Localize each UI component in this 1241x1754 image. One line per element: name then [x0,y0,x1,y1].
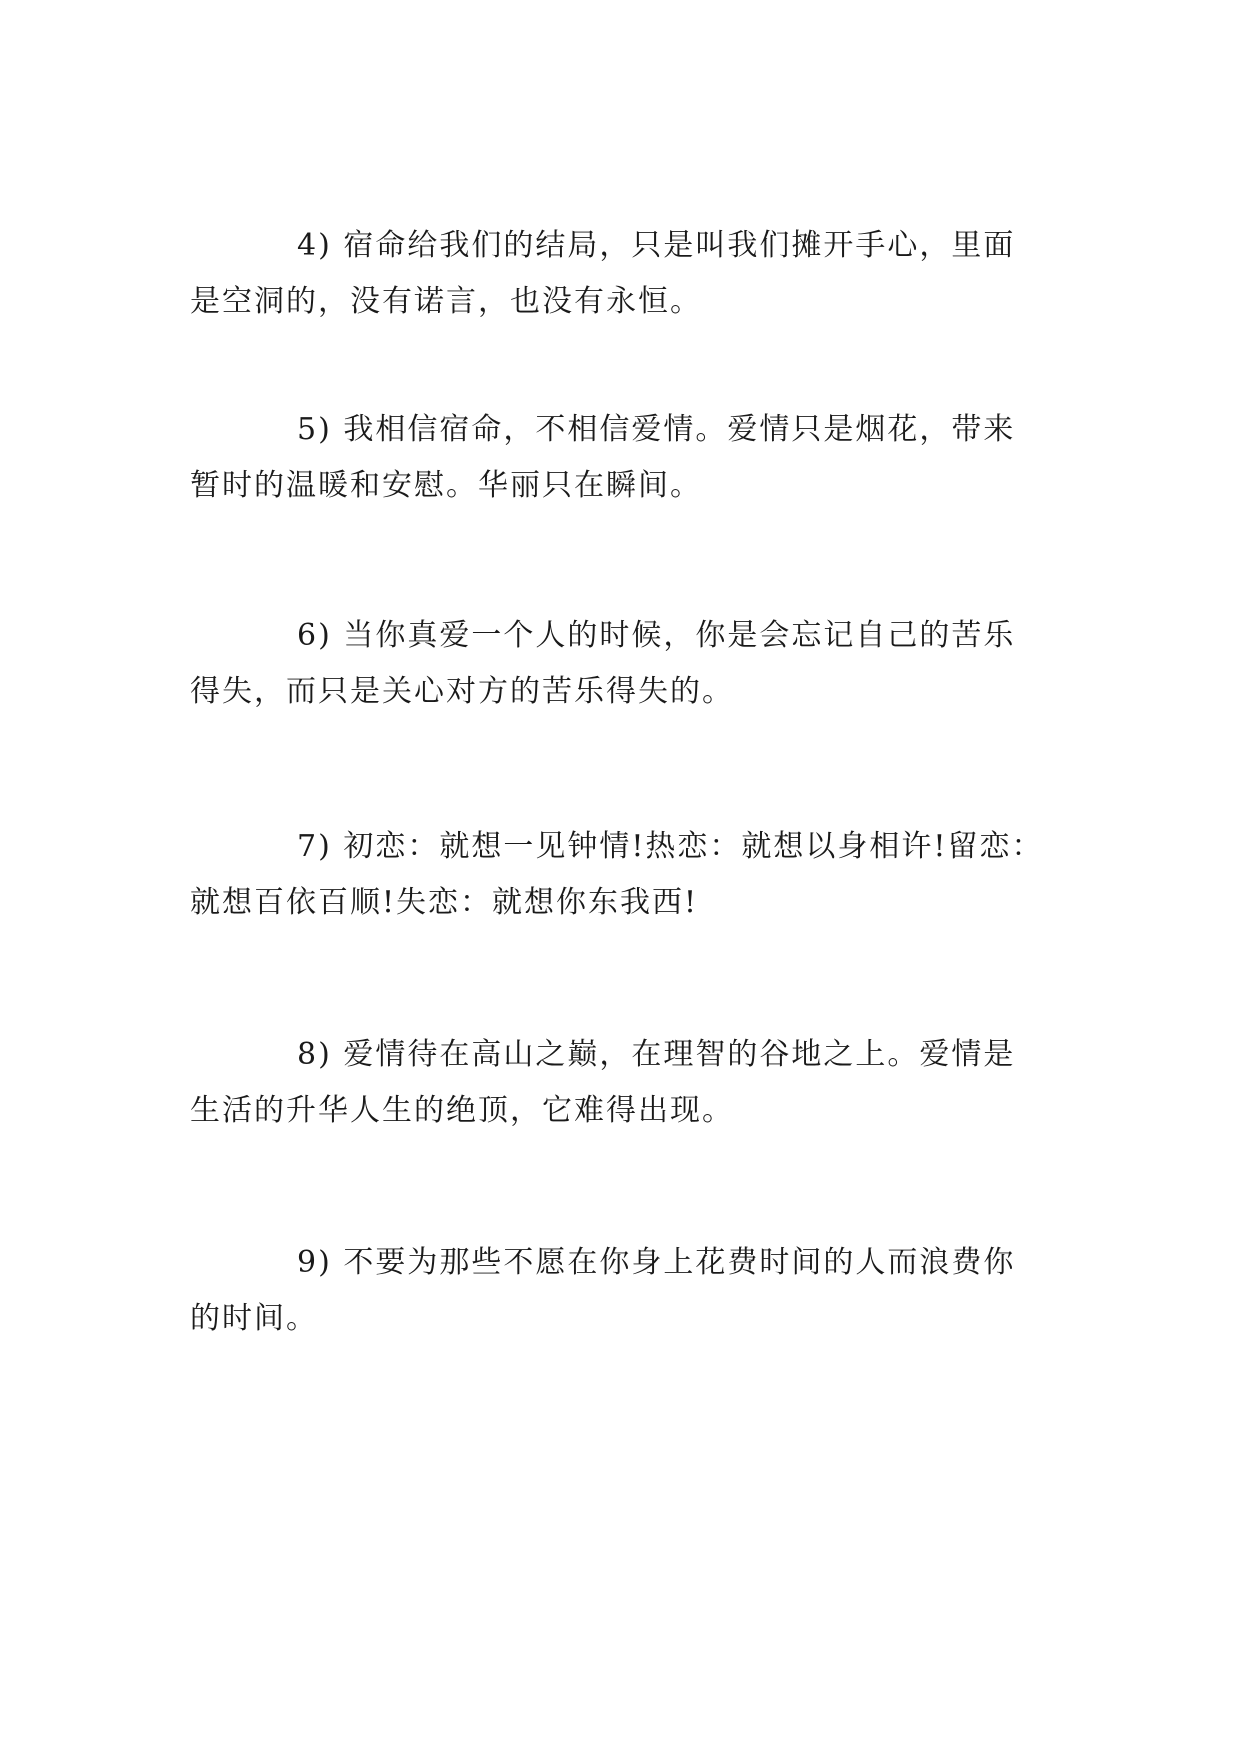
quote-paragraph-4 [190,218,1070,330]
quote-number: 7) [297,829,332,864]
quote-text: 爱情待在高山之巅，在理智的谷地之上。爱情是 [343,1037,1016,1072]
quote-first-line [190,218,1070,274]
quote-continuation: 生活的升华人生的绝顶，它难得出现。 [190,1093,734,1128]
quote-paragraph-7 [190,819,1070,931]
quote-first-line [190,819,1070,875]
quote-paragraph-9 [190,1235,1070,1347]
quote-paragraph-5 [190,402,1070,514]
quote-text: 宿命给我们的结局，只是叫我们摊开手心，里面 [343,228,1016,263]
quote-text: 不要为那些不愿在你身上花费时间的人而浪费你 [343,1245,1016,1280]
quote-paragraph-8 [190,1027,1070,1139]
quote-first-line [190,608,1070,664]
quote-continuation: 的时间。 [190,1301,318,1336]
quote-first-line [190,402,1070,458]
quote-text: 当你真爱一个人的时候，你是会忘记自己的苦乐 [343,618,1016,653]
quote-number: 9) [297,1245,332,1280]
quote-number: 6) [297,618,332,653]
quote-continuation: 得失，而只是关心对方的苦乐得失的。 [190,674,734,709]
quote-number: 4) [297,228,332,263]
quote-first-line [190,1027,1070,1083]
quote-number: 5) [297,412,332,447]
quote-paragraph-6 [190,608,1070,720]
quote-number: 8) [297,1037,332,1072]
quote-text: 初恋：就想一见钟情!热恋：就想以身相许!留恋： [343,829,1044,864]
quote-continuation: 是空洞的，没有诺言，也没有永恒。 [190,284,702,319]
quote-continuation: 就想百依百顺!失恋：就想你东我西! [190,885,699,920]
quote-continuation: 暂时的温暖和安慰。华丽只在瞬间。 [190,468,702,503]
quote-text: 我相信宿命，不相信爱情。爱情只是烟花，带来 [343,412,1016,447]
quote-first-line [190,1235,1070,1291]
